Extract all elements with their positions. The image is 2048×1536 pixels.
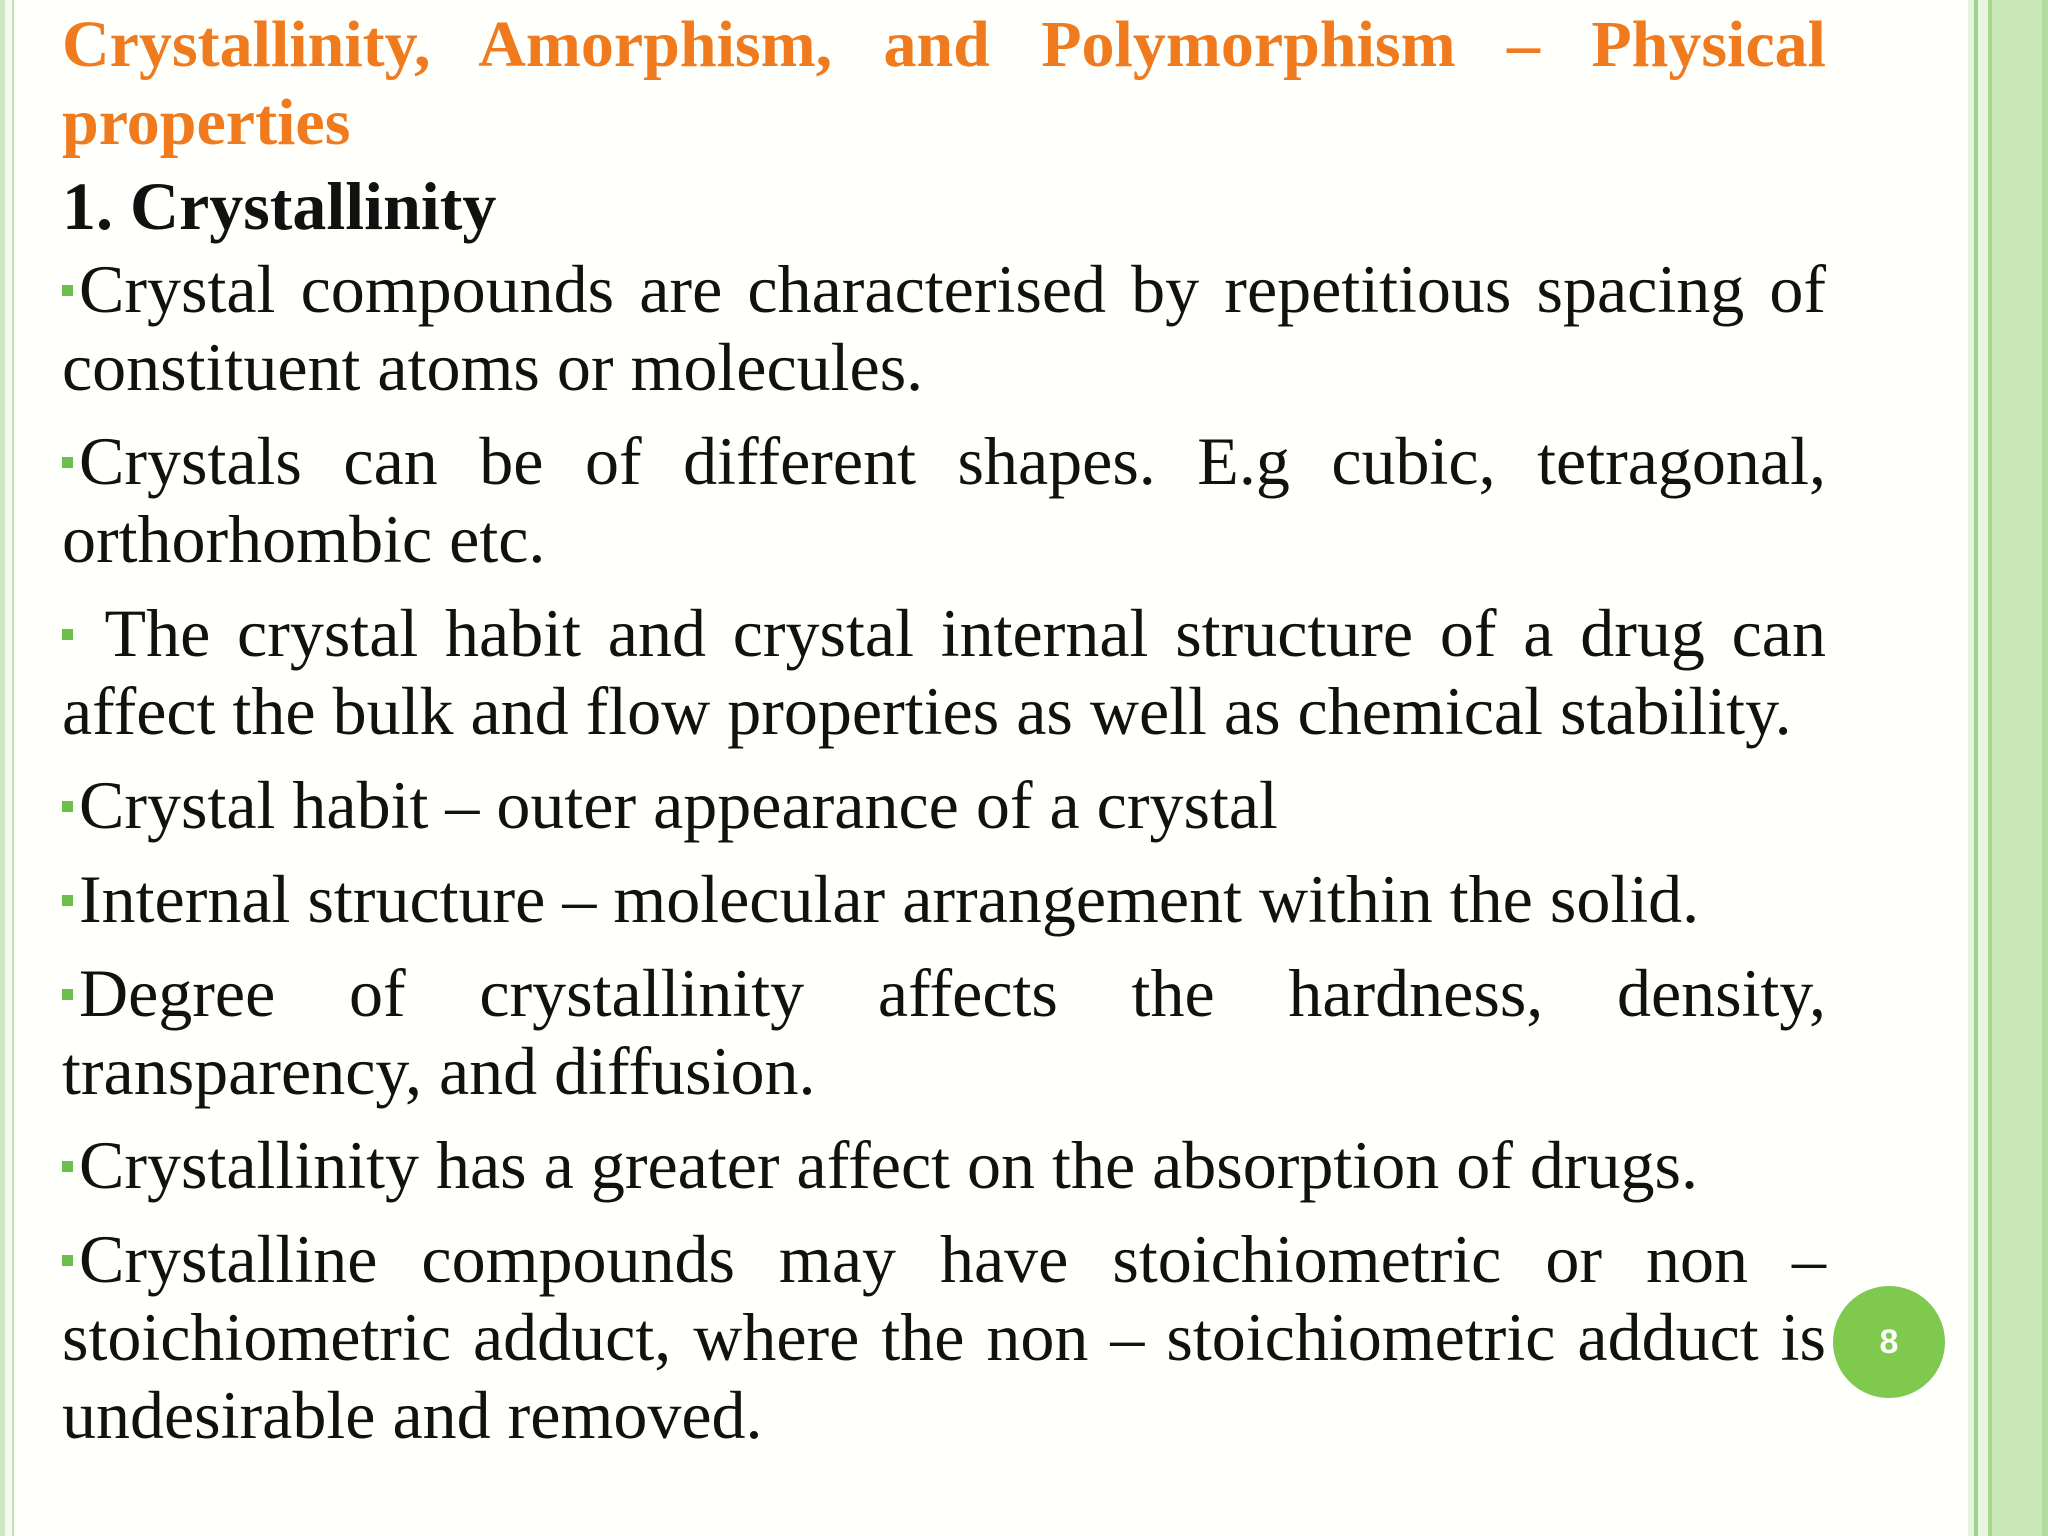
bullet-item [62, 860, 1826, 938]
bullet-text: Degree of crystallinity affects the hardness, density, transparency, and diffusion. [62, 955, 1826, 1109]
square-bullet-icon [62, 1161, 73, 1172]
square-bullet-icon [62, 629, 73, 640]
square-bullet-icon [62, 895, 73, 906]
square-bullet-icon [62, 989, 73, 1000]
slide-title: Crystallinity, Amorphism, and Polymorphism – Physical properties [62, 8, 1826, 159]
bullet-item [62, 594, 1826, 750]
slide-content [62, 6, 1826, 1470]
bullet-text: Crystallinity has a greater affect on the absorption of drugs. [79, 1127, 1698, 1203]
bullet-item [62, 250, 1826, 406]
square-bullet-icon [62, 1255, 73, 1266]
bullet-list [62, 250, 1826, 1454]
left-border-decoration [0, 0, 14, 1536]
bullet-item [62, 1220, 1826, 1454]
section-heading: 1. Crystallinity [62, 168, 497, 244]
bullet-text: Crystal compounds are characterised by repetitious spacing of constituent atoms or molecules. [62, 251, 1826, 405]
bullet-text: Crystalline compounds may have stoichiometric or non – stoichiometric adduct, where the non – stoichiometric adduct is undesirable and removed. [62, 1221, 1826, 1453]
bullet-text: Internal structure – molecular arrangement within the solid. [79, 861, 1700, 937]
square-bullet-icon [62, 285, 73, 296]
bullet-item [62, 766, 1826, 844]
bullet-item [62, 954, 1826, 1110]
bullet-text: Crystals can be of different shapes. E.g cubic, tetragonal, orthorhombic etc. [62, 423, 1826, 577]
right-border-decoration [1968, 0, 2048, 1536]
page-number-badge: 8 [1829, 1282, 1949, 1402]
square-bullet-icon [62, 457, 73, 468]
bullet-item [62, 1126, 1826, 1204]
bullet-item [62, 422, 1826, 578]
square-bullet-icon [62, 801, 73, 812]
bullet-text: Crystal habit – outer appearance of a crystal [79, 767, 1278, 843]
bullet-text: The crystal habit and crystal internal structure of a drug can affect the bulk and flow properties as well as chemical stability. [62, 595, 1826, 749]
